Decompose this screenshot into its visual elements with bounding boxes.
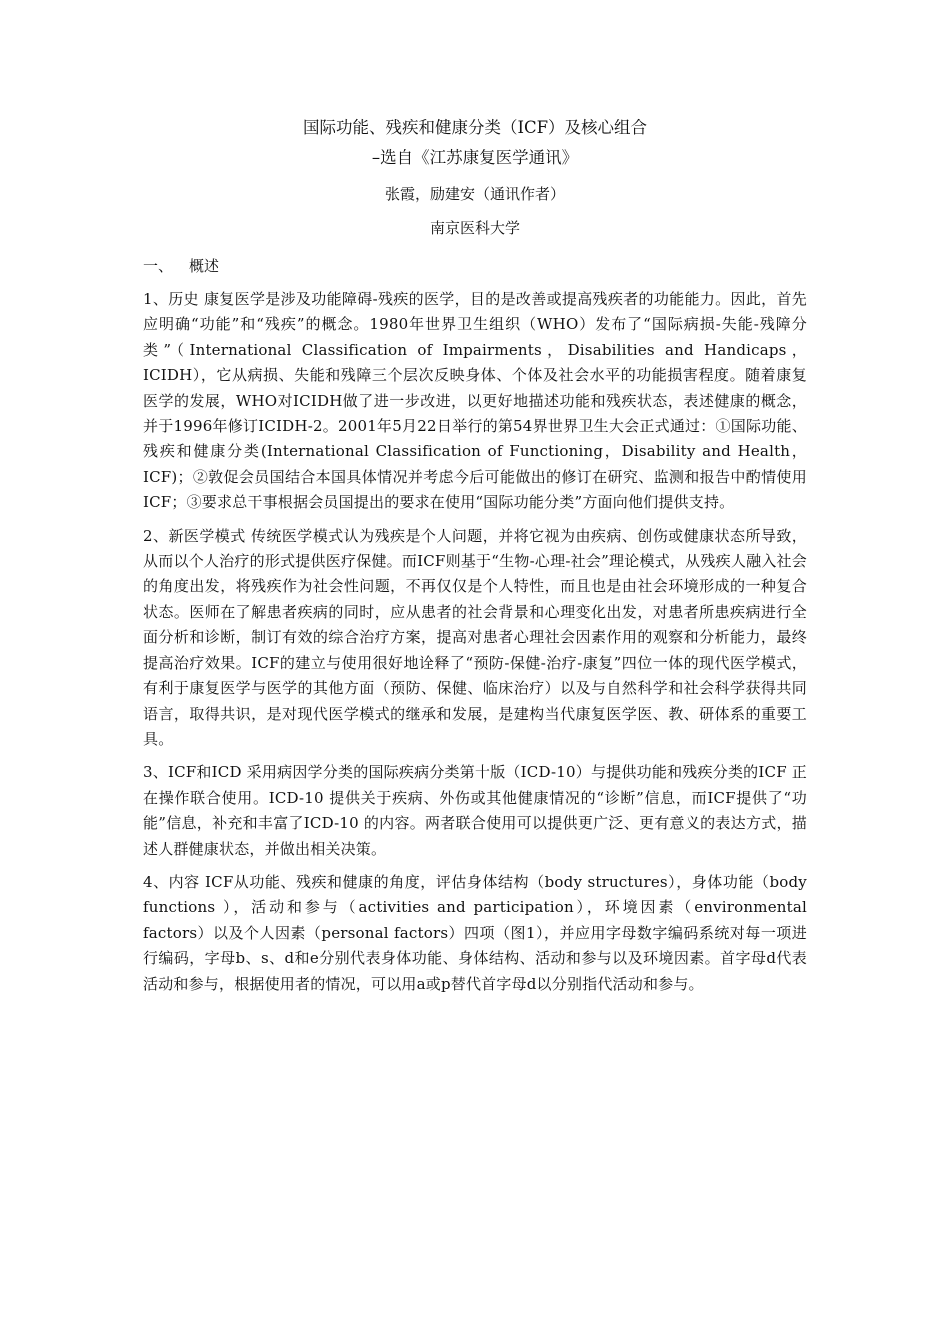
paragraph-text: 传统医学模式认为残疾是个人问题，并将它视为由疾病、创伤或健康状态所导致，从而以个人治疗的形式提供医疗保健。而ICF则基于“生物-心理-社会”理论模式，从残疾人融入社会的角度出发，将残疾作为社会性问题，不再仅仅是个人特性，而且也是由社会环境形成的一种复合状态。医师在了解患者疾病的同时，应从患者的社会背景和心理变化出发，对患者所患疾病进行全面分析和诊断，制订有效的综合治疗方案，提高对患者心理社会因素作用的观察和分析能力，最终提高治疗效果。ICF的建立与使用很好地诠释了“预防-保健-治疗-康复”四位一体的现代医学模式，有利于康复医学与医学的其他方面（预防、保健、临床治疗）以及与自然科学和社会科学获得共同语言，取得共识，是对现代医学模式的继承和发展，是建构当代康复医学医、教、研体系的重要工具。 bbox=[143, 526, 807, 748]
paragraph-text: 康复医学是涉及功能障碍-残疾的医学，目的是改善或提高残疾者的功能能力。因此，首先应明确“功能”和“残疾”的概念。1980年世界卫生组织（WHO）发布了“国际病损-失能-残障分类”（International Classification of Impairments，Disabilities and Handicaps，ICIDH），它从病损、失能和残障三个层次反映身体、个体及社会水平的功能损害程度。随着康复医学的发展，WHO对ICIDH做了进一步改进，以更好地描述功能和残疾状态，表述健康的概念，并于1996年修订ICIDH-2。2001年5月22日举行的第54界世界卫生大会正式通过：①国际功能、残疾和健康分类(International Classification of Functioning，Disability and Health，ICF)；②敦促会员国结合本国具体情况并考虑今后可能做出的修订在研究、监测和报告中酌情使用ICF；③要求总干事根据会员国提出的要求在使用“国际功能分类”方面向他们提供支持。 bbox=[143, 290, 807, 512]
document-affiliation: 南京医科大学 bbox=[429, 219, 520, 237]
paragraph-medical-model bbox=[143, 524, 807, 753]
paragraph-history bbox=[143, 287, 807, 516]
paragraph-lead: 1、历史 bbox=[143, 290, 199, 308]
paragraph-lead: 3、ICF和ICD bbox=[143, 763, 242, 782]
paragraph-content bbox=[143, 870, 807, 997]
paragraph-text: 采用病因学分类的国际疾病分类第十版（ICD-10）与提供功能和残疾分类的ICF 正在操作联合使用。ICD-10 提供关于疾病、外伤或其他健康情况的“诊断”信息，而ICF提供了“功能”信息，补充和丰富了ICD-10 的内容。两者联合使用可以提供更广泛、更有意义的表达方式，描述人群健康状态，并做出相关决策。 bbox=[143, 763, 807, 858]
section-title: 概述 bbox=[189, 257, 220, 275]
document-authors: 张霞，励建安（通讯作者） bbox=[384, 185, 565, 203]
paragraph-icf-icd bbox=[143, 760, 807, 862]
document-title: 国际功能、残疾和健康分类（ICF）及核心组合 bbox=[302, 118, 648, 137]
document-subtitle: –选自《江苏康复医学通讯》 bbox=[371, 148, 579, 167]
paragraph-lead: 2、新医学模式 bbox=[143, 526, 246, 545]
paragraph-lead: 4、内容 bbox=[143, 872, 200, 891]
section-heading bbox=[143, 254, 807, 279]
paragraph-text: ICF从功能、残疾和健康的角度，评估身体结构（body structures），身体功能（body functions ），活动和参与（activities and participation），环境因素（environmental factors）以及个人因素（personal factors）四项（图1），并应用字母数字编码系统对每一项进行编码，字母b、s、d和e分别代表身体功能、身体结构、活动和参与以及环境因素。首字母d代表活动和参与，根据使用者的情况，可以用a或p替代首字母d以分别指代活动和参与。 bbox=[143, 872, 807, 993]
section-number: 一、 bbox=[143, 257, 174, 275]
